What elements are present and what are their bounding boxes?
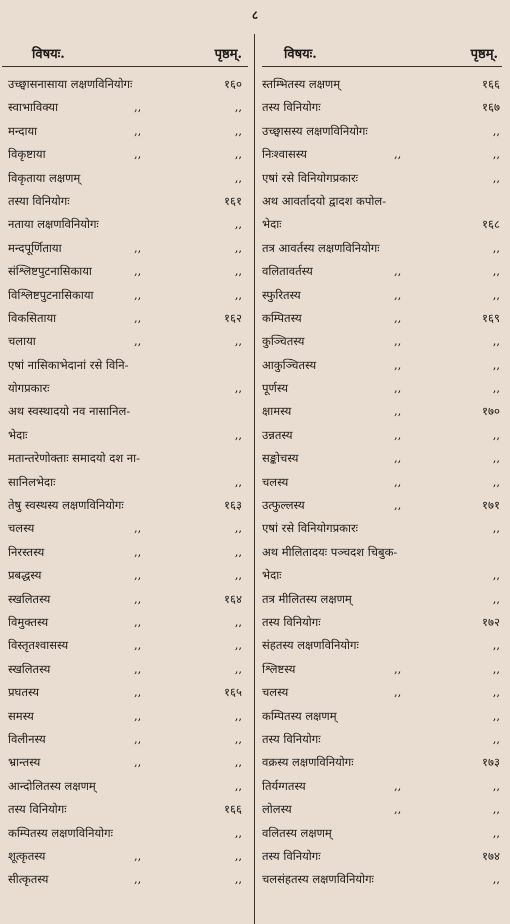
entry-page-number: १६४ <box>224 591 242 606</box>
entry-ditto-mark: ,, <box>134 568 142 583</box>
entry-subject: भेदाः <box>262 217 282 232</box>
left-header-subject: विषयः. <box>32 47 65 62</box>
entry-page-number: ,, <box>234 825 242 840</box>
entry-page-number: १६१ <box>224 193 242 208</box>
entry-subject: विश्लिष्टपुटनासिकाया <box>8 287 94 302</box>
entry-page-number: ,, <box>492 334 500 349</box>
entry-subject: अथ आवर्तादयो द्वादश कपोल- <box>262 193 387 208</box>
left-column-header <box>2 40 248 66</box>
entry-page-number: ,, <box>234 544 242 559</box>
entry-page-number: ,, <box>234 123 242 138</box>
entry-page-number: ,, <box>492 708 500 723</box>
entry-ditto-mark: ,, <box>394 310 402 325</box>
entry-subject: विमुक्तस्य <box>8 614 49 629</box>
entry-page-number: १७२ <box>482 614 500 629</box>
entry-page-number: ,, <box>234 661 242 676</box>
entry-ditto-mark: ,, <box>134 872 142 887</box>
index-entry <box>2 424 248 447</box>
entry-ditto-mark: ,, <box>394 404 402 419</box>
entry-subject: कम्पितस्य लक्षणविनियोगः <box>8 825 113 840</box>
entry-page-number: १७३ <box>482 755 500 770</box>
entry-page-number: १६५ <box>224 685 242 700</box>
index-entry <box>2 73 248 96</box>
entry-ditto-mark: ,, <box>394 802 402 817</box>
entry-page-number: ,, <box>234 614 242 629</box>
entry-page-number: १७४ <box>482 848 500 863</box>
entry-subject: आन्दोलितस्य लक्षणम् <box>8 778 96 793</box>
entry-subject: तस्य विनियोगः <box>262 848 321 863</box>
entry-subject: चलस्य <box>8 521 35 536</box>
index-entry <box>2 330 248 353</box>
entry-ditto-mark: ,, <box>394 778 402 793</box>
right-index-column <box>262 40 502 892</box>
index-entry <box>262 564 502 587</box>
index-entry <box>262 588 502 611</box>
index-entry <box>2 775 248 798</box>
entry-page-number: ,, <box>492 123 500 138</box>
index-entry <box>2 822 248 845</box>
entry-page-number: ,, <box>234 568 242 583</box>
index-entry <box>2 517 248 540</box>
entry-subject: विकृष्टाया <box>8 147 46 162</box>
entry-ditto-mark: ,, <box>394 357 402 372</box>
entry-page-number: ,, <box>492 474 500 489</box>
entry-subject: स्खलितस्य <box>8 591 51 606</box>
entry-ditto-mark: ,, <box>394 287 402 302</box>
entry-page-number: ,, <box>492 825 500 840</box>
entry-page-number: ,, <box>492 264 500 279</box>
entry-page-number: ,, <box>234 755 242 770</box>
entry-subject: चलाया <box>8 334 36 349</box>
entry-page-number: ,, <box>492 521 500 536</box>
entry-ditto-mark: ,, <box>394 451 402 466</box>
entry-page-number: १६९ <box>482 310 500 325</box>
entry-ditto-mark: ,, <box>134 310 142 325</box>
index-entry <box>262 120 502 143</box>
entry-subject: मन्दाया <box>8 123 38 138</box>
entry-ditto-mark: ,, <box>134 100 142 115</box>
entry-subject: तस्य विनियोगः <box>262 614 321 629</box>
index-entry <box>2 471 248 494</box>
left-header-rule <box>2 66 248 67</box>
index-entry <box>262 447 502 470</box>
index-entry <box>2 658 248 681</box>
index-entry <box>262 634 502 657</box>
entry-page-number: ,, <box>234 170 242 185</box>
index-entry <box>2 377 248 400</box>
entry-ditto-mark: ,, <box>134 240 142 255</box>
entry-page-number: ,, <box>492 170 500 185</box>
index-entry <box>262 494 502 517</box>
entry-ditto-mark: ,, <box>134 614 142 629</box>
left-index-column <box>2 40 248 892</box>
index-entry <box>262 471 502 494</box>
index-entry <box>262 96 502 119</box>
entry-subject: चलसंहतस्य लक्षणविनियोगः <box>262 872 374 887</box>
entry-page-number: ,, <box>492 381 500 396</box>
entry-subject: एषां नासिकाभेदानां रसे विनि- <box>8 357 129 372</box>
entry-page-number: ,, <box>492 778 500 793</box>
right-entry-list <box>262 73 502 892</box>
index-entry <box>2 143 248 166</box>
entry-subject: तिर्यग्गतस्य <box>262 778 306 793</box>
index-entry <box>2 260 248 283</box>
entry-page-number: ,, <box>492 685 500 700</box>
entry-subject: स्वाभाविक्या <box>8 100 59 115</box>
index-entry <box>2 728 248 751</box>
entry-ditto-mark: ,, <box>134 848 142 863</box>
entry-subject: शूत्कृतस्य <box>8 848 46 863</box>
entry-page-number: ,, <box>234 872 242 887</box>
entry-subject: तेषु स्वस्थस्य लक्षणविनियोगः <box>8 498 124 513</box>
entry-subject: वलितस्य लक्षणम् <box>262 825 332 840</box>
index-entry <box>262 143 502 166</box>
entry-page-number: ,, <box>234 100 242 115</box>
index-entry <box>262 868 502 891</box>
entry-page-number: ,, <box>234 427 242 442</box>
index-entry <box>262 377 502 400</box>
index-entry <box>2 845 248 868</box>
entry-ditto-mark: ,, <box>134 661 142 676</box>
entry-subject: क्षामस्य <box>262 404 292 419</box>
entry-subject: विलीनस्य <box>8 731 46 746</box>
index-entry <box>262 658 502 681</box>
entry-ditto-mark: ,, <box>134 123 142 138</box>
entry-subject: एषां रसे विनियोगप्रकारः <box>262 170 359 185</box>
entry-ditto-mark: ,, <box>134 264 142 279</box>
entry-subject: तस्य विनियोगः <box>262 731 321 746</box>
entry-ditto-mark: ,, <box>134 287 142 302</box>
entry-page-number: ,, <box>492 357 500 372</box>
entry-page-number: १६८ <box>482 217 500 232</box>
entry-subject: सीत्कृतस्य <box>8 872 49 887</box>
index-entry <box>2 751 248 774</box>
entry-subject: अथ स्वस्थादयो नव नासानिल- <box>8 404 131 419</box>
entry-subject: योगप्रकारः <box>8 381 50 396</box>
entry-subject: भ्रान्तस्य <box>8 755 41 770</box>
index-entry <box>262 517 502 540</box>
index-entry <box>262 307 502 330</box>
entry-subject: चलस्य <box>262 685 289 700</box>
index-entry <box>262 611 502 634</box>
entry-subject: कम्पितस्य लक्षणम् <box>262 708 337 723</box>
entry-subject: संश्लिष्टपुटनासिकाया <box>8 264 92 279</box>
entry-page-number: १६२ <box>224 310 242 325</box>
index-entry <box>262 728 502 751</box>
index-entry <box>262 73 502 96</box>
entry-page-number: १६० <box>224 77 242 91</box>
entry-page-number: १७१ <box>482 498 500 513</box>
index-entry <box>2 541 248 564</box>
entry-subject: आकुञ्चितस्य <box>262 357 317 372</box>
entry-subject: सानिलभेदाः <box>8 474 56 489</box>
entry-subject: नताया लक्षणविनियोगः <box>8 217 99 232</box>
index-entry <box>262 213 502 236</box>
index-entry <box>2 190 248 213</box>
entry-page-number: १७० <box>482 404 500 419</box>
entry-ditto-mark: ,, <box>134 334 142 349</box>
entry-page-number: १६६ <box>482 77 500 91</box>
entry-subject: विकसिताया <box>8 310 57 325</box>
entry-page-number: ,, <box>492 591 500 606</box>
entry-ditto-mark: ,, <box>394 685 402 700</box>
index-entry <box>2 681 248 704</box>
entry-page-number: ,, <box>234 708 242 723</box>
index-entry <box>2 167 248 190</box>
entry-subject: स्खलितस्य <box>8 661 51 676</box>
index-entry <box>2 588 248 611</box>
entry-subject: निःश्वासस्य <box>262 147 307 162</box>
entry-ditto-mark: ,, <box>394 264 402 279</box>
entry-subject: श्लिष्टस्य <box>262 661 296 676</box>
entry-subject: एषां रसे विनियोगप्रकारः <box>262 521 359 536</box>
index-entry <box>2 494 248 517</box>
right-column-header <box>262 40 502 66</box>
entry-subject: तस्य विनियोगः <box>8 802 67 817</box>
entry-subject: स्फुरितस्य <box>262 287 301 302</box>
index-entry <box>262 705 502 728</box>
entry-subject: चलस्य <box>262 474 289 489</box>
entry-subject: विकृताया लक्षणम् <box>8 170 81 185</box>
entry-page-number: ,, <box>234 217 242 232</box>
entry-page-number: ,, <box>492 802 500 817</box>
index-entry <box>262 424 502 447</box>
entry-ditto-mark: ,, <box>134 544 142 559</box>
entry-ditto-mark: ,, <box>394 474 402 489</box>
index-entry <box>262 798 502 821</box>
entry-page-number: ,, <box>234 731 242 746</box>
entry-subject: मतान्तरेणोक्ताः समादयो दश ना- <box>8 451 141 466</box>
entry-page-number: ,, <box>234 264 242 279</box>
entry-ditto-mark: ,, <box>134 521 142 536</box>
entry-subject: तत्र मीलितस्य लक्षणम् <box>262 591 352 606</box>
index-entry <box>2 798 248 821</box>
entry-page-number: ,, <box>492 147 500 162</box>
entry-page-number: ,, <box>234 381 242 396</box>
entry-ditto-mark: ,, <box>394 661 402 676</box>
index-entry <box>2 237 248 260</box>
index-entry <box>2 447 248 470</box>
entry-subject: पूर्णस्य <box>262 381 288 396</box>
entry-ditto-mark: ,, <box>134 591 142 606</box>
entry-ditto-mark: ,, <box>134 638 142 653</box>
entry-ditto-mark: ,, <box>134 755 142 770</box>
left-header-page: पृष्ठम्. <box>214 47 242 62</box>
entry-subject: स्तम्भितस्य लक्षणम् <box>262 77 341 91</box>
entry-subject: उन्नतस्य <box>262 427 293 442</box>
entry-subject: सङ्कोचस्य <box>262 451 299 466</box>
entry-page-number: ,, <box>492 427 500 442</box>
index-entry <box>262 330 502 353</box>
entry-subject: भेदाः <box>8 427 28 442</box>
entry-subject: कुञ्चितस्य <box>262 334 305 349</box>
index-entry <box>2 120 248 143</box>
index-entry <box>262 167 502 190</box>
index-entry <box>2 354 248 377</box>
entry-ditto-mark: ,, <box>394 498 402 513</box>
index-entry <box>2 400 248 423</box>
right-header-page: पृष्ठम्. <box>470 47 498 62</box>
entry-page-number: ,, <box>492 287 500 302</box>
entry-page-number: ,, <box>234 474 242 489</box>
index-entry <box>262 845 502 868</box>
index-entry <box>262 354 502 377</box>
entry-ditto-mark: ,, <box>394 427 402 442</box>
entry-page-number: ,, <box>492 638 500 653</box>
entry-subject: निरस्तस्य <box>8 544 45 559</box>
entry-ditto-mark: ,, <box>394 147 402 162</box>
index-entry <box>2 213 248 236</box>
index-entry <box>262 775 502 798</box>
entry-subject: संहतस्य लक्षणविनियोगः <box>262 638 359 653</box>
column-divider <box>254 34 255 924</box>
entry-ditto-mark: ,, <box>134 708 142 723</box>
entry-subject: तस्य विनियोगः <box>262 100 321 115</box>
index-entry <box>2 284 248 307</box>
entry-subject: अथ मीलितादयः पञ्चदश चिबुक- <box>262 544 398 559</box>
index-entry <box>2 564 248 587</box>
entry-subject: भेदाः <box>262 568 282 583</box>
entry-subject: मन्दपूर्णिताया <box>8 240 62 255</box>
entry-page-number: ,, <box>234 848 242 863</box>
index-entry <box>2 634 248 657</box>
index-entry <box>262 822 502 845</box>
page-number: ८ <box>251 8 259 22</box>
index-entry <box>262 190 502 213</box>
entry-page-number: ,, <box>492 731 500 746</box>
entry-ditto-mark: ,, <box>394 334 402 349</box>
entry-subject: उत्फुल्लस्य <box>262 498 305 513</box>
entry-subject: तस्या विनियोगः <box>8 193 70 208</box>
index-entry <box>262 541 502 564</box>
entry-page-number: ,, <box>234 638 242 653</box>
entry-subject: कम्पितस्य <box>262 310 302 325</box>
entry-page-number: ,, <box>234 287 242 302</box>
index-entry <box>2 96 248 119</box>
index-entry <box>262 237 502 260</box>
entry-page-number: ,, <box>234 240 242 255</box>
entry-page-number: ,, <box>492 451 500 466</box>
index-entry <box>2 611 248 634</box>
entry-subject: वलितावर्तस्य <box>262 264 313 279</box>
index-entry <box>2 868 248 891</box>
entry-page-number: ,, <box>234 334 242 349</box>
entry-ditto-mark: ,, <box>394 381 402 396</box>
entry-page-number: १६६ <box>224 802 242 817</box>
entry-subject: उच्छ्वासस्य लक्षणविनियोगः <box>262 123 368 138</box>
entry-page-number: ,, <box>234 521 242 536</box>
index-entry <box>262 681 502 704</box>
index-entry <box>262 260 502 283</box>
right-header-rule <box>262 66 502 67</box>
entry-subject: समस्य <box>8 708 34 723</box>
index-entry <box>262 751 502 774</box>
entry-subject: प्रबद्धस्य <box>8 568 42 583</box>
right-header-subject: विषयः. <box>284 47 317 62</box>
entry-page-number: ,, <box>492 568 500 583</box>
entry-ditto-mark: ,, <box>134 685 142 700</box>
entry-page-number: १६३ <box>224 498 242 513</box>
entry-subject: उच्छ्वासनासाया लक्षणविनियोगः <box>8 77 133 91</box>
index-entry <box>2 307 248 330</box>
entry-page-number: ,, <box>234 147 242 162</box>
entry-subject: वक्रस्य लक्षणविनियोगः <box>262 755 354 770</box>
index-entry <box>262 284 502 307</box>
index-entry <box>262 400 502 423</box>
entry-subject: विस्तृतश्वासस्य <box>8 638 69 653</box>
entry-page-number: ,, <box>492 240 500 255</box>
entry-subject: तत्र आवर्तस्य लक्षणविनियोगः <box>262 240 380 255</box>
left-entry-list <box>2 73 248 892</box>
entry-subject: लोलस्य <box>262 802 292 817</box>
entry-page-number: ,, <box>234 778 242 793</box>
entry-page-number: ,, <box>492 661 500 676</box>
entry-ditto-mark: ,, <box>134 731 142 746</box>
index-entry <box>2 705 248 728</box>
entry-page-number: ,, <box>492 872 500 887</box>
entry-ditto-mark: ,, <box>134 147 142 162</box>
entry-page-number: १६७ <box>482 100 500 115</box>
entry-subject: प्रघतस्य <box>8 685 40 700</box>
